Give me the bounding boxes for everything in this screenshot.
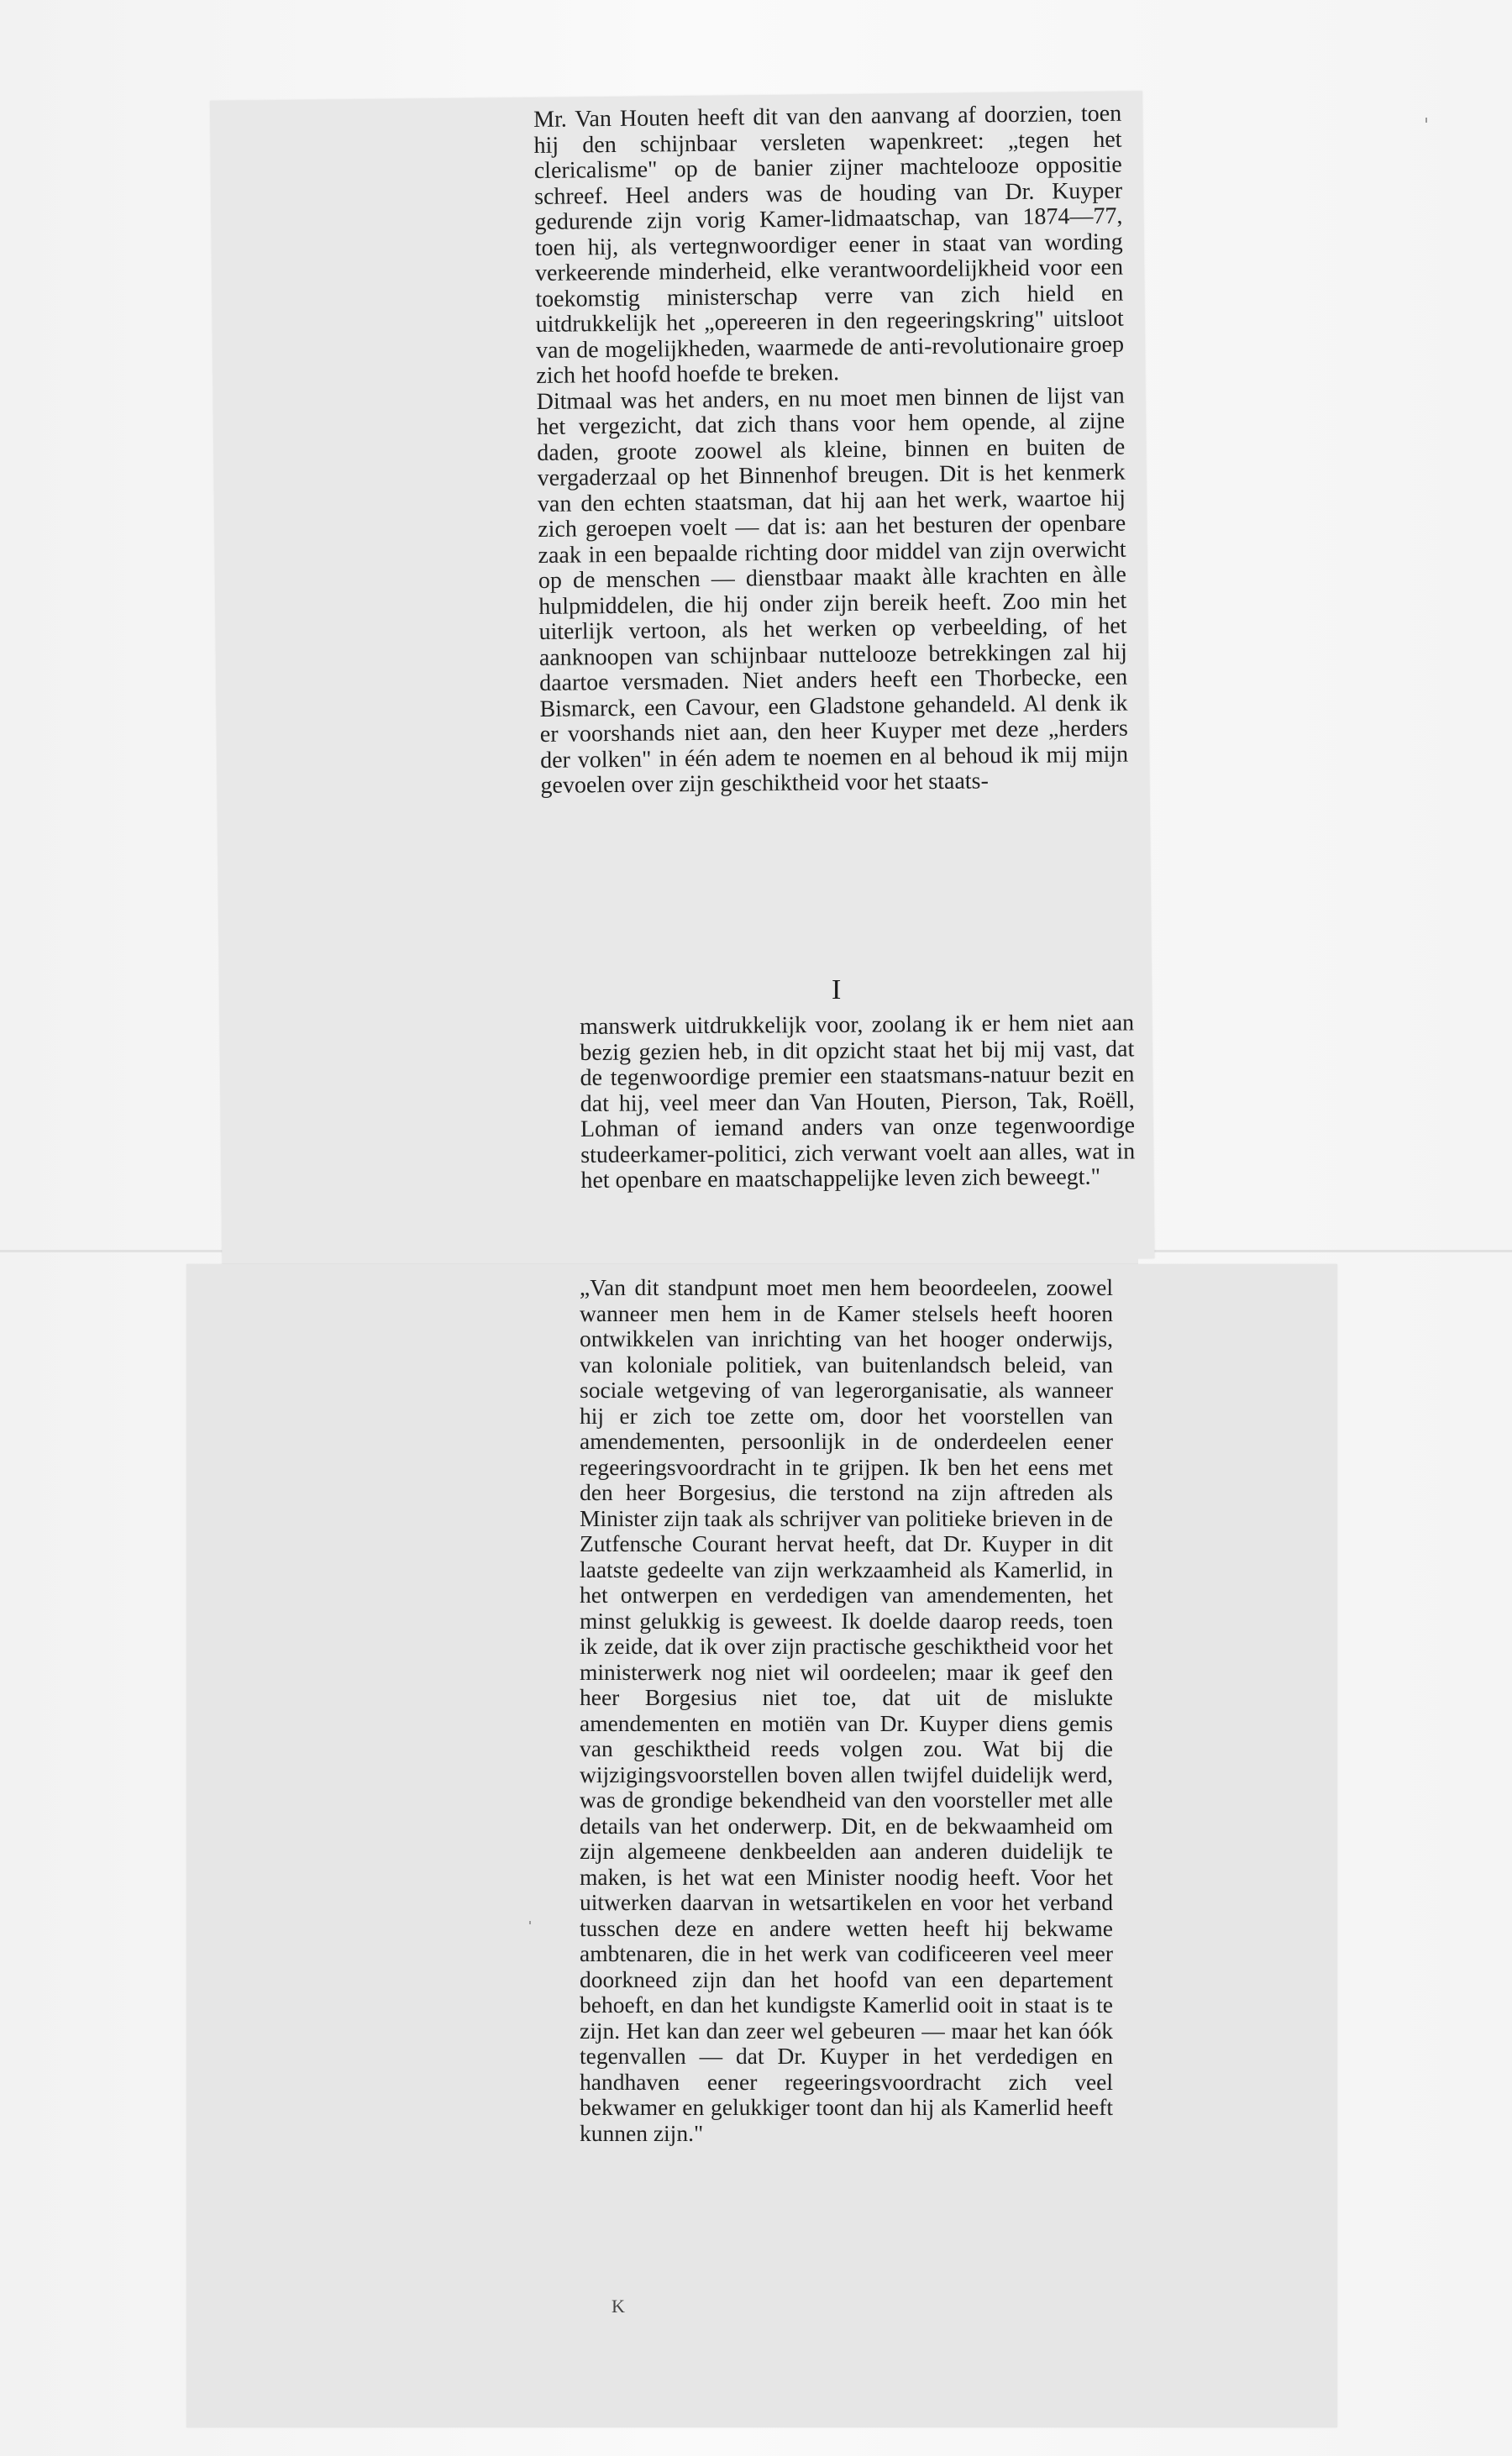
paragraph-staatsmanswerk: manswerk uitdrukkelijk voor, zoolang ik er hem niet aan bezig gezien heb, in dit opzicht staat het bij mij vast, dat de tegenwoordige premier een staatsmans-natuur bezit en dat hij, veel meer dan Van Houten, Pierson, Tak, Roëll, Lohman of iemand anders van onze tegenwoordige studeerkamer-politici, zich verwant voelt aan alles, wat in het openbare en maatschappelijke leven zich beweegt." bbox=[579, 1010, 1136, 1194]
scan-speck bbox=[1425, 118, 1427, 123]
bottom-mark: K bbox=[612, 2296, 625, 2317]
paragraph-van-houten: Mr. Van Houten heeft dit van den aanvang af doorzien, toen hij den schijnbaar versleten wapenkreet: „tegen het clericalisme" op de banier zijner machtelooze oppositie schreef. Heel anders was de houding van Dr. Kuyper gedurende zijn vorig Kamer-lidmaatschap, van 1874—77, toen hij, als vertegnwoordiger eener in staat van wording verkeerende minderheid, elke verantwoordelijkheid voor een toekomstig ministerschap verre van zich hield en uitdrukkelijk het „opereeren in den regeeringskring" uitsloot van de mogelijkheden, waarmede de anti-revolutionaire groep zich het hoofd hoefde te breken. bbox=[533, 100, 1125, 389]
article-column-2 bbox=[580, 1010, 1135, 1194]
article-column-3 bbox=[580, 1275, 1113, 2146]
paragraph-standpunt: „Van dit standpunt moet men hem beoordeelen, zoowel wanneer men hem in de Kamer stelsels heeft hooren ontwikkelen van inrichting van het hooger onderwijs, van koloniale politiek, van buitenlandsch beleid, van sociale wetgeving of van legerorganisatie, als wanneer hij er zich toe zette om, door het voorstellen van amendementen, persoonlijk in de onderdeelen eener regeeringsvoordracht in te grijpen. Ik ben het eens met den heer Borgesius, die terstond na zijn aftreden als Minister zijn taak als schrijver van politieke brieven in de Zutfensche Courant hervat heeft, dat Dr. Kuyper in dit laatste gedeelte van zijn werkzaamheid als Kamerlid, in het ontwerpen en verdedigen van amendementen, het minst gelukkig is geweest. Ik doelde daarop reeds, toen ik zeide, dat ik over zijn practische geschiktheid voor het ministerwerk nog niet wil oordeelen; maar ik geef den heer Borgesius niet toe, dat uit de mislukte amendementen en motiën van Dr. Kuyper diens gemis van geschiktheid reeds volgen zou. Wat bij die wijzigingsvoorstellen boven allen twijfel duidelijk werd, was de grondige bekendheid van den voorsteller met alle details van het onderwerp. Dit, en de bekwaamheid om zijn algemeene denkbeelden aan anderen duidelijk te maken, is het wat een Minister noodig heeft. Voor het uitwerken daarvan in wetsartikelen en voor het verband tusschen deze en andere wetten heeft hij bekwame ambtenaren, die in het werk van codificeeren veel meer doorkneed zijn dan het hoofd van een departement behoeft, en dan het kundigste Kamerlid ooit in staat is te zijn. Het kan dan zeer wel gebeuren — maar het kan óók tegenvallen — dat Dr. Kuyper in het verdedigen en handhaven eener regeeringsvoordracht zich veel bekwamer en gelukkiger toont dan hij als Kamerlid heeft kunnen zijn." bbox=[580, 1274, 1113, 2146]
article-column-1 bbox=[533, 102, 1129, 800]
scan-speck bbox=[529, 1921, 531, 1924]
paragraph-ditmaal: Ditmaal was het anders, en nu moet men binnen de lijst van het vergezicht, dat zich thans voor hem opende, al zijne daden, groote zoowel als kleine, binnen en buiten de vergaderzaal op het Binnenhof breugen. Dit is het kenmerk van den echten staatsman, dat hij aan het werk, waartoe hij zich geroepen voelt — dat is: aan het besturen der openbare zaak in een bepaalde richting door middel van zijn overwicht op de menschen — dienstbaar maakt àlle krachten en àlle hulpmiddelen, die hij onder zijn bereik heeft. Zoo min het uiterlijk vertoon, als het werken op verbeelding, of het aanknoopen van schijnbaar nuttelooze betrekkingen zal hij daartoe versmaden. Niet anders heeft een Thorbecke, een Bismarck, een Cavour, een Gladstone gehandeld. Al denk ik er voorshands niet aan, den heer Kuyper met deze „herders der volken" in één adem te noemen en al behoud ik mij mijn gevoelen over zijn geschiktheid voor het staats- bbox=[536, 382, 1129, 799]
page-number: I bbox=[832, 974, 842, 1005]
